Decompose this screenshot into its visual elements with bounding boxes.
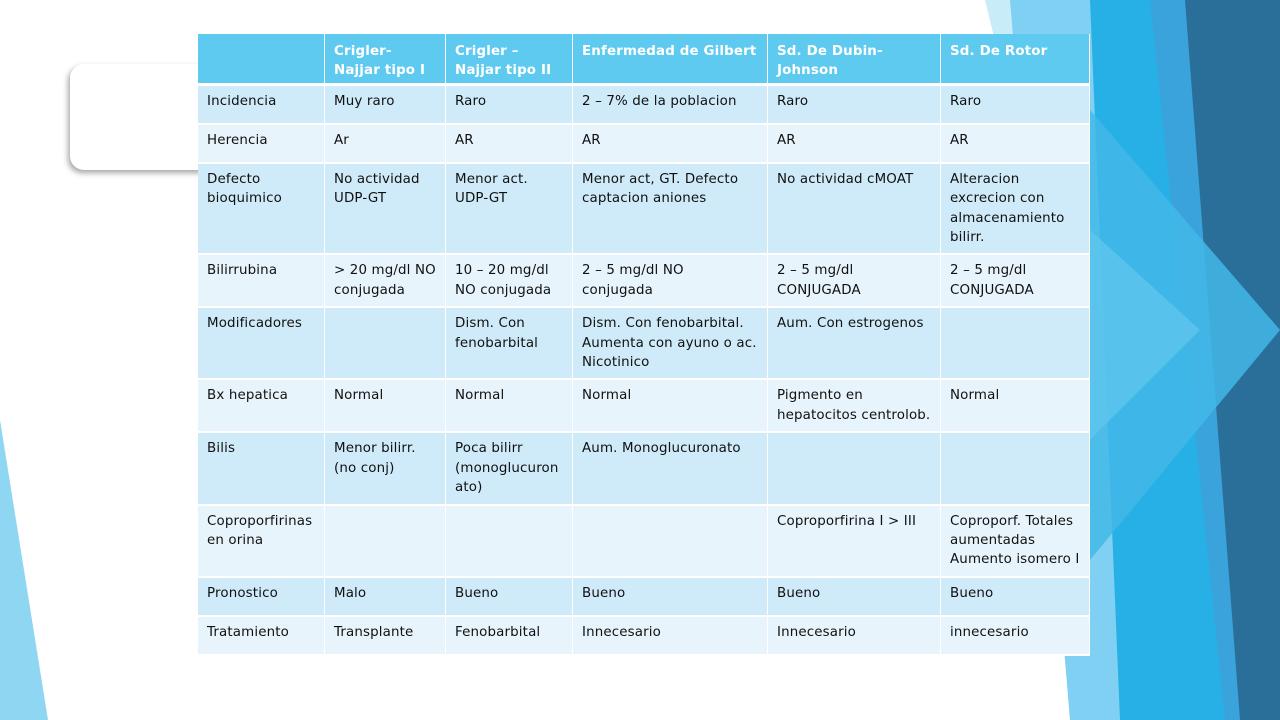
table-cell: Bueno [573,578,768,617]
table-cell: 2 – 5 mg/dl NO conjugada [573,255,768,308]
table-cell: AR [446,125,573,164]
table-cell: Normal [325,380,446,433]
header-cell [198,34,325,86]
row-label: Pronostico [198,578,325,617]
table-row [198,578,1090,617]
table-cell: Aum. Con estrogenos [768,308,941,380]
table-row [198,125,1090,164]
header-cell: Crigler-Najjar tipo I [325,34,446,86]
table-cell: Bueno [941,578,1090,617]
table-cell: Normal [941,380,1090,433]
table-cell: Transplante [325,617,446,656]
table-cell: Dism. Con fenobarbital [446,308,573,380]
table-row [198,506,1090,578]
table-cell: Innecesario [573,617,768,656]
row-label: Modificadores [198,308,325,380]
header-cell: Crigler – Najjar tipo II [446,34,573,86]
table-cell: No actividad UDP-GT [325,164,446,256]
table-row [198,308,1090,380]
row-label: Bilis [198,433,325,505]
table-cell: Normal [573,380,768,433]
table-row [198,433,1090,505]
table-cell: Bueno [768,578,941,617]
table-cell: innecesario [941,617,1090,656]
left-light-shard [0,420,48,720]
table-cell: No actividad cMOAT [768,164,941,256]
table-cell [573,506,768,578]
table-cell: AR [573,125,768,164]
table-cell: Raro [941,86,1090,125]
table-cell: Coproporfirina I > III [768,506,941,578]
table-cell: Normal [446,380,573,433]
table-cell [325,308,446,380]
row-label: Herencia [198,125,325,164]
row-label: Coproporfirinas en orina [198,506,325,578]
table-cell: 10 – 20 mg/dl NO conjugada [446,255,573,308]
table-cell: Coproporf. Totales aumentadas Aumento isomero I [941,506,1090,578]
row-label: Defecto bioquimico [198,164,325,256]
table-cell: Muy raro [325,86,446,125]
table-cell: Malo [325,578,446,617]
table-cell: Aum. Monoglucuronato [573,433,768,505]
table-row [198,380,1090,433]
table-cell [325,506,446,578]
header-cell: Sd. De Rotor [941,34,1090,86]
table-row [198,164,1090,256]
table-row [198,255,1090,308]
table-cell: Dism. Con fenobarbital. Aumenta con ayuno o ac. Nicotinico [573,308,768,380]
table-cell: Raro [768,86,941,125]
table-cell [941,433,1090,505]
table-cell [941,308,1090,380]
row-label: Bilirrubina [198,255,325,308]
table-cell: AR [941,125,1090,164]
table-cell: Poca bilirr (monoglucuronato) [446,433,573,505]
row-label: Bx hepatica [198,380,325,433]
table-cell: Menor act, GT. Defecto captacion aniones [573,164,768,256]
header-row [198,34,1090,86]
table-cell: Menor act. UDP-GT [446,164,573,256]
comparison-table [198,34,1090,656]
table-cell: Bueno [446,578,573,617]
row-label: Tratamiento [198,617,325,656]
header-cell: Sd. De Dubin-Johnson [768,34,941,86]
table-cell: Innecesario [768,617,941,656]
table-cell: 2 – 5 mg/dl CONJUGADA [941,255,1090,308]
table-cell [768,433,941,505]
table-row [198,86,1090,125]
row-label: Incidencia [198,86,325,125]
table-cell: Ar [325,125,446,164]
table-cell: Raro [446,86,573,125]
table-cell [446,506,573,578]
table-cell: 2 – 5 mg/dl CONJUGADA [768,255,941,308]
table-cell: Fenobarbital [446,617,573,656]
table-cell: 2 – 7% de la poblacion [573,86,768,125]
table-row [198,617,1090,656]
table-cell: Pigmento en hepatocitos centrolob. [768,380,941,433]
table-cell: Alteracion excrecion con almacenamiento bilirr. [941,164,1090,256]
table-cell: Menor bilirr. (no conj) [325,433,446,505]
header-cell: Enfermedad de Gilbert [573,34,768,86]
table-cell: > 20 mg/dl NO conjugada [325,255,446,308]
table-cell: AR [768,125,941,164]
